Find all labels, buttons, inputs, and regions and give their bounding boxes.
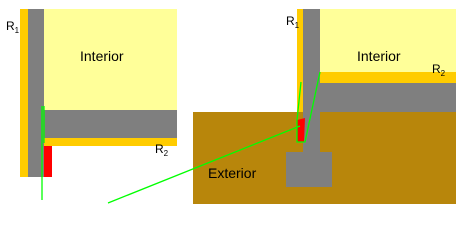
svg-text:R1 — [6, 19, 20, 35]
right-detail — [193, 9, 456, 204]
left-floor-slab — [44, 110, 177, 138]
right-r1-label: R — [286, 14, 295, 28]
left-interior-label: Interior — [80, 48, 124, 64]
left-r2-subscript: 2 — [163, 149, 169, 158]
left-r2-label: R — [155, 142, 164, 156]
right-wall-vertical — [303, 9, 320, 152]
exterior-label: Exterior — [208, 165, 257, 181]
footing — [286, 152, 332, 187]
left-r1-label: R — [6, 19, 15, 33]
right-r1-subscript: 1 — [294, 21, 300, 30]
right-floor-slab — [320, 83, 456, 112]
right-interior-label: Interior — [357, 48, 401, 64]
right-r2-subscript: 2 — [440, 69, 446, 78]
left-r1-subscript: 1 — [14, 26, 20, 35]
left-detail — [6, 9, 177, 200]
left-insulation-vertical — [20, 9, 28, 177]
right-thermal-bridge — [297, 118, 305, 142]
right-r2-label: R — [432, 62, 441, 76]
left-thermal-bridge — [44, 146, 52, 177]
